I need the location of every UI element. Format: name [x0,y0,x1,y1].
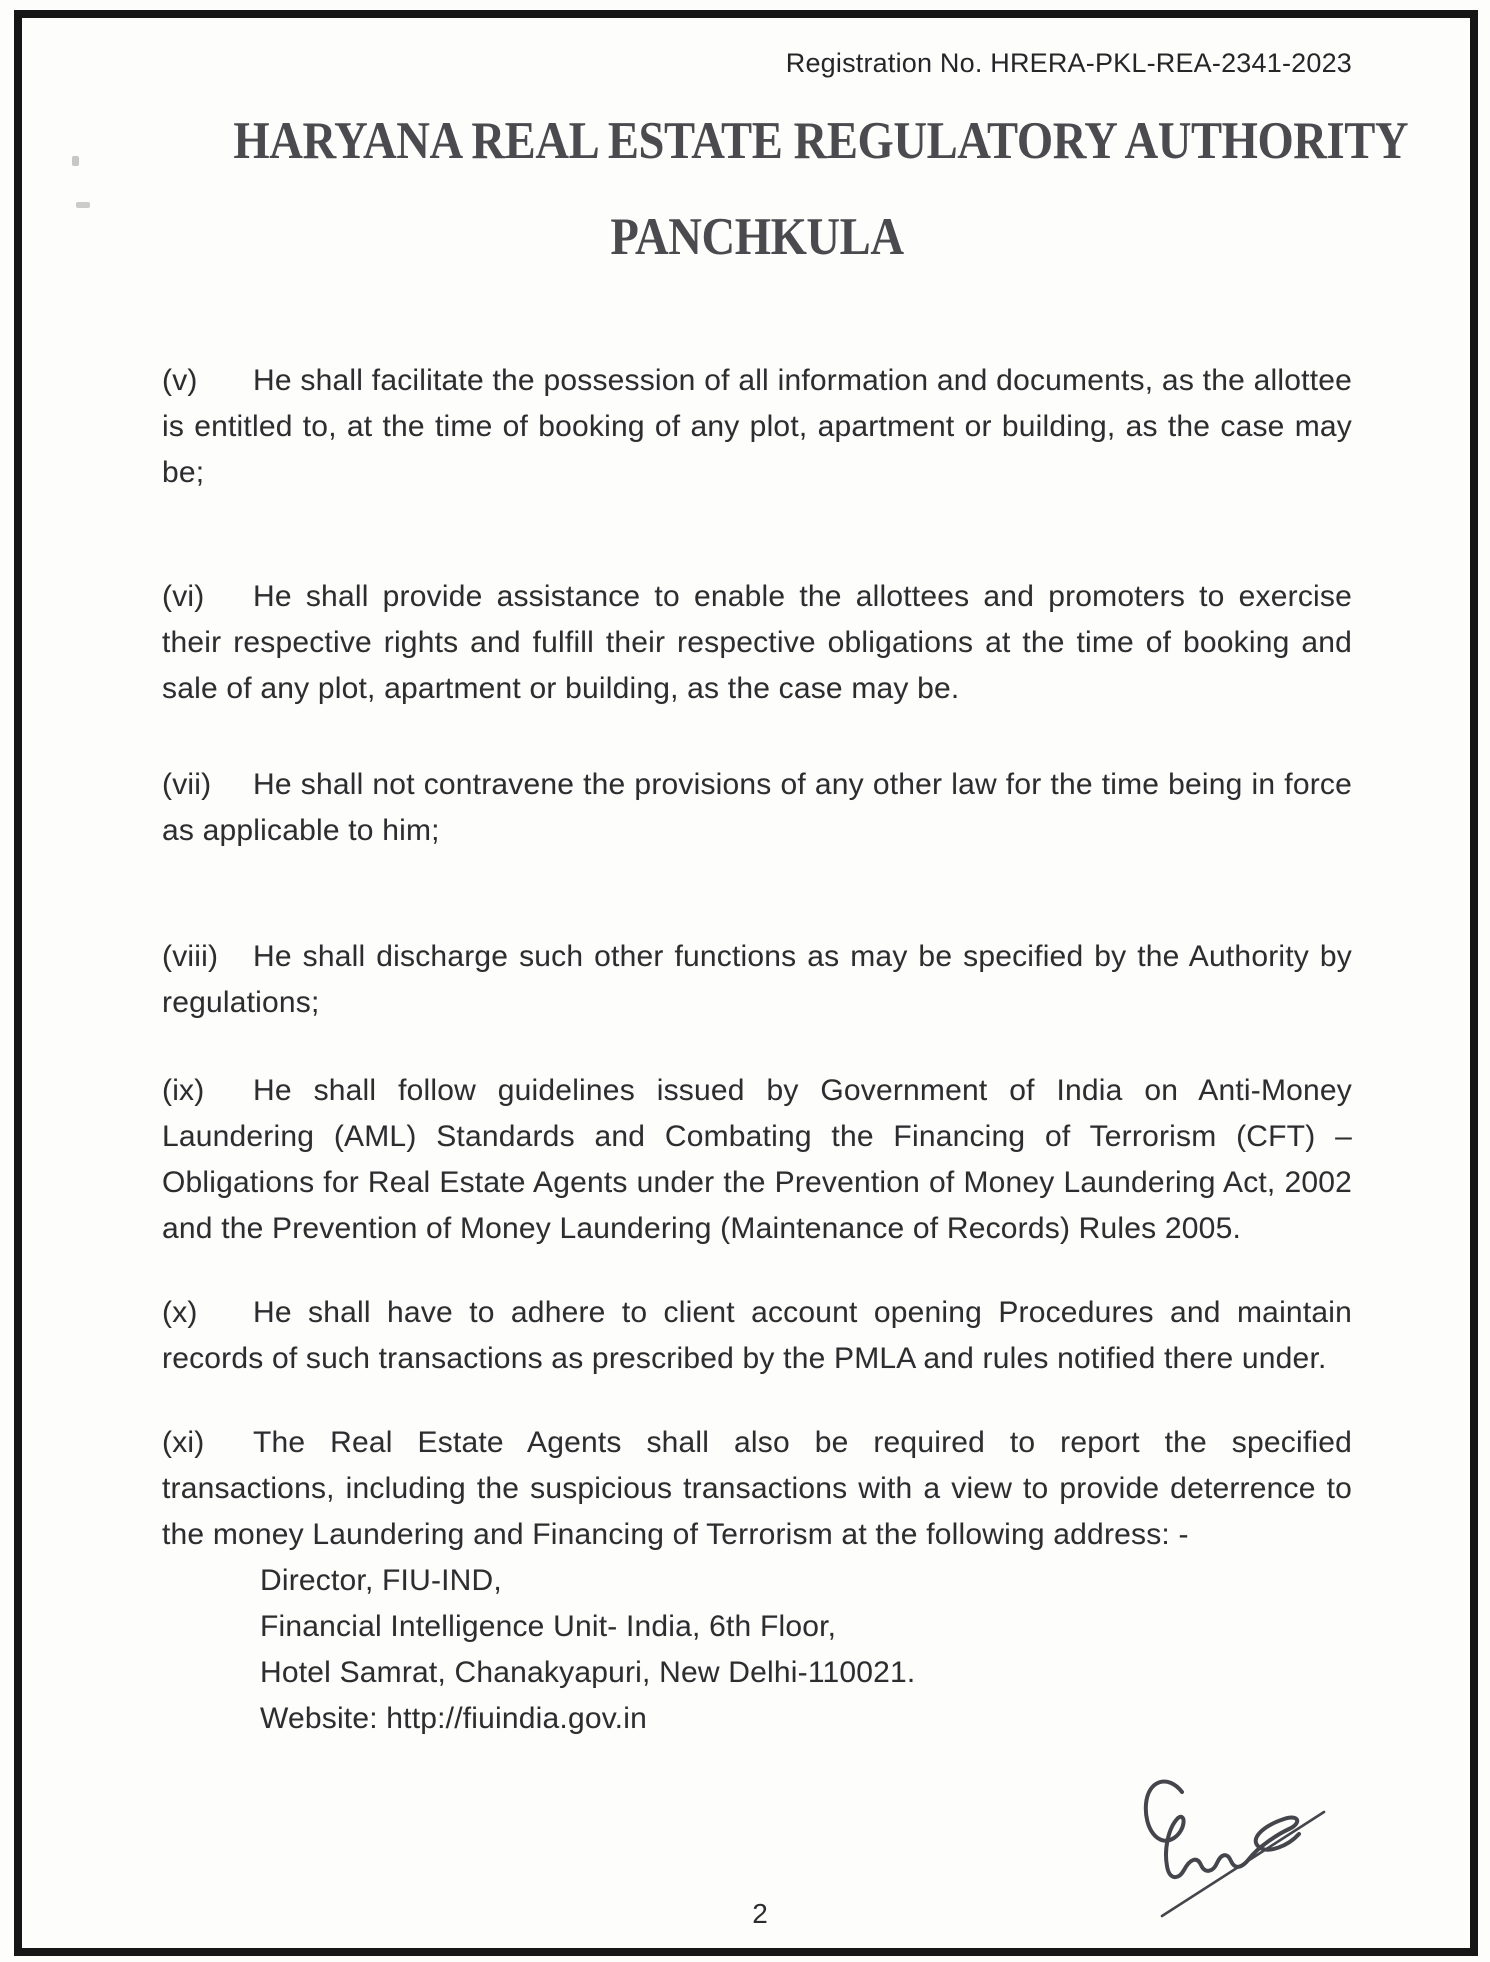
address-line: Financial Intelligence Unit- India, 6th Floor, [260,1610,837,1643]
clause-text: He shall not contravene the provisions of any other law for the time being in force as applicable to him; [162,768,1352,847]
clause-text: He shall discharge such other functions as may be specified by the Authority by regulations; [162,940,1352,1019]
clause-text: The Real Estate Agents shall also be required to report the specified transactions, including the suspicious transactions with a view to provide deterrence to the money Laundering and Financing of Terrorism at the following address: - [162,1426,1352,1551]
clause-text: He shall provide assistance to enable the allottees and promoters to exercise their respective rights and fulfill their respective obligations at the time of booking and sale of any plot, apartment or building, as the case may be. [162,580,1352,705]
clauses-section [162,358,1352,1742]
paragraph-v [162,358,1352,496]
page-number: 2 [752,1898,768,1929]
signature-icon [1110,1772,1335,1930]
paragraph-xi [162,1420,1352,1558]
paragraph-vi [162,574,1352,712]
registration-number: Registration No. HRERA-PKL-REA-2341-2023 [785,48,1352,78]
clause-label: (vii) [162,768,212,801]
clause-label: (viii) [162,940,219,973]
clause-label: (xi) [162,1426,205,1459]
clause-text: He shall facilitate the possession of all information and documents, as the allottee is entitled to, at the time of booking of any plot, apartment or building, as the case may be; [162,364,1352,489]
clause-label: (vi) [162,580,205,613]
clause-label: (v) [162,364,198,397]
page-content [22,18,1470,1948]
paragraph-x [162,1290,1352,1382]
page-title [162,110,1409,268]
address-line: Hotel Samrat, Chanakyapuri, New Delhi-110021. [260,1656,916,1689]
clause-label: (ix) [162,1074,205,1107]
clause-label: (x) [162,1296,198,1329]
clause-text: He shall follow guidelines issued by Government of India on Anti-Money Laundering (AML) Standards and Combating the Financing of Terrorism (CFT) – Obligations for Real Estate Agents under the Prevention of Money Laundering Act, 2002 and the Prevention of Money Laundering (Maintenance of Records) Rules 2005. [162,1074,1352,1245]
paragraph-viii [162,934,1352,1026]
clause-text: He shall have to adhere to client account opening Procedures and maintain records of such transactions as prescribed by the PMLA and rules notified there under. [162,1296,1352,1375]
address-line: Website: http://fiuindia.gov.in [260,1702,647,1735]
fiu-address-block [260,1558,1352,1742]
paragraph-ix [162,1068,1352,1252]
address-line: Director, FIU-IND, [260,1564,502,1597]
paragraph-vii [162,762,1352,854]
title-authority-name: HARYANA REAL ESTATE REGULATORY AUTHORITY [233,112,1409,170]
title-city: PANCHKULA [610,208,904,266]
